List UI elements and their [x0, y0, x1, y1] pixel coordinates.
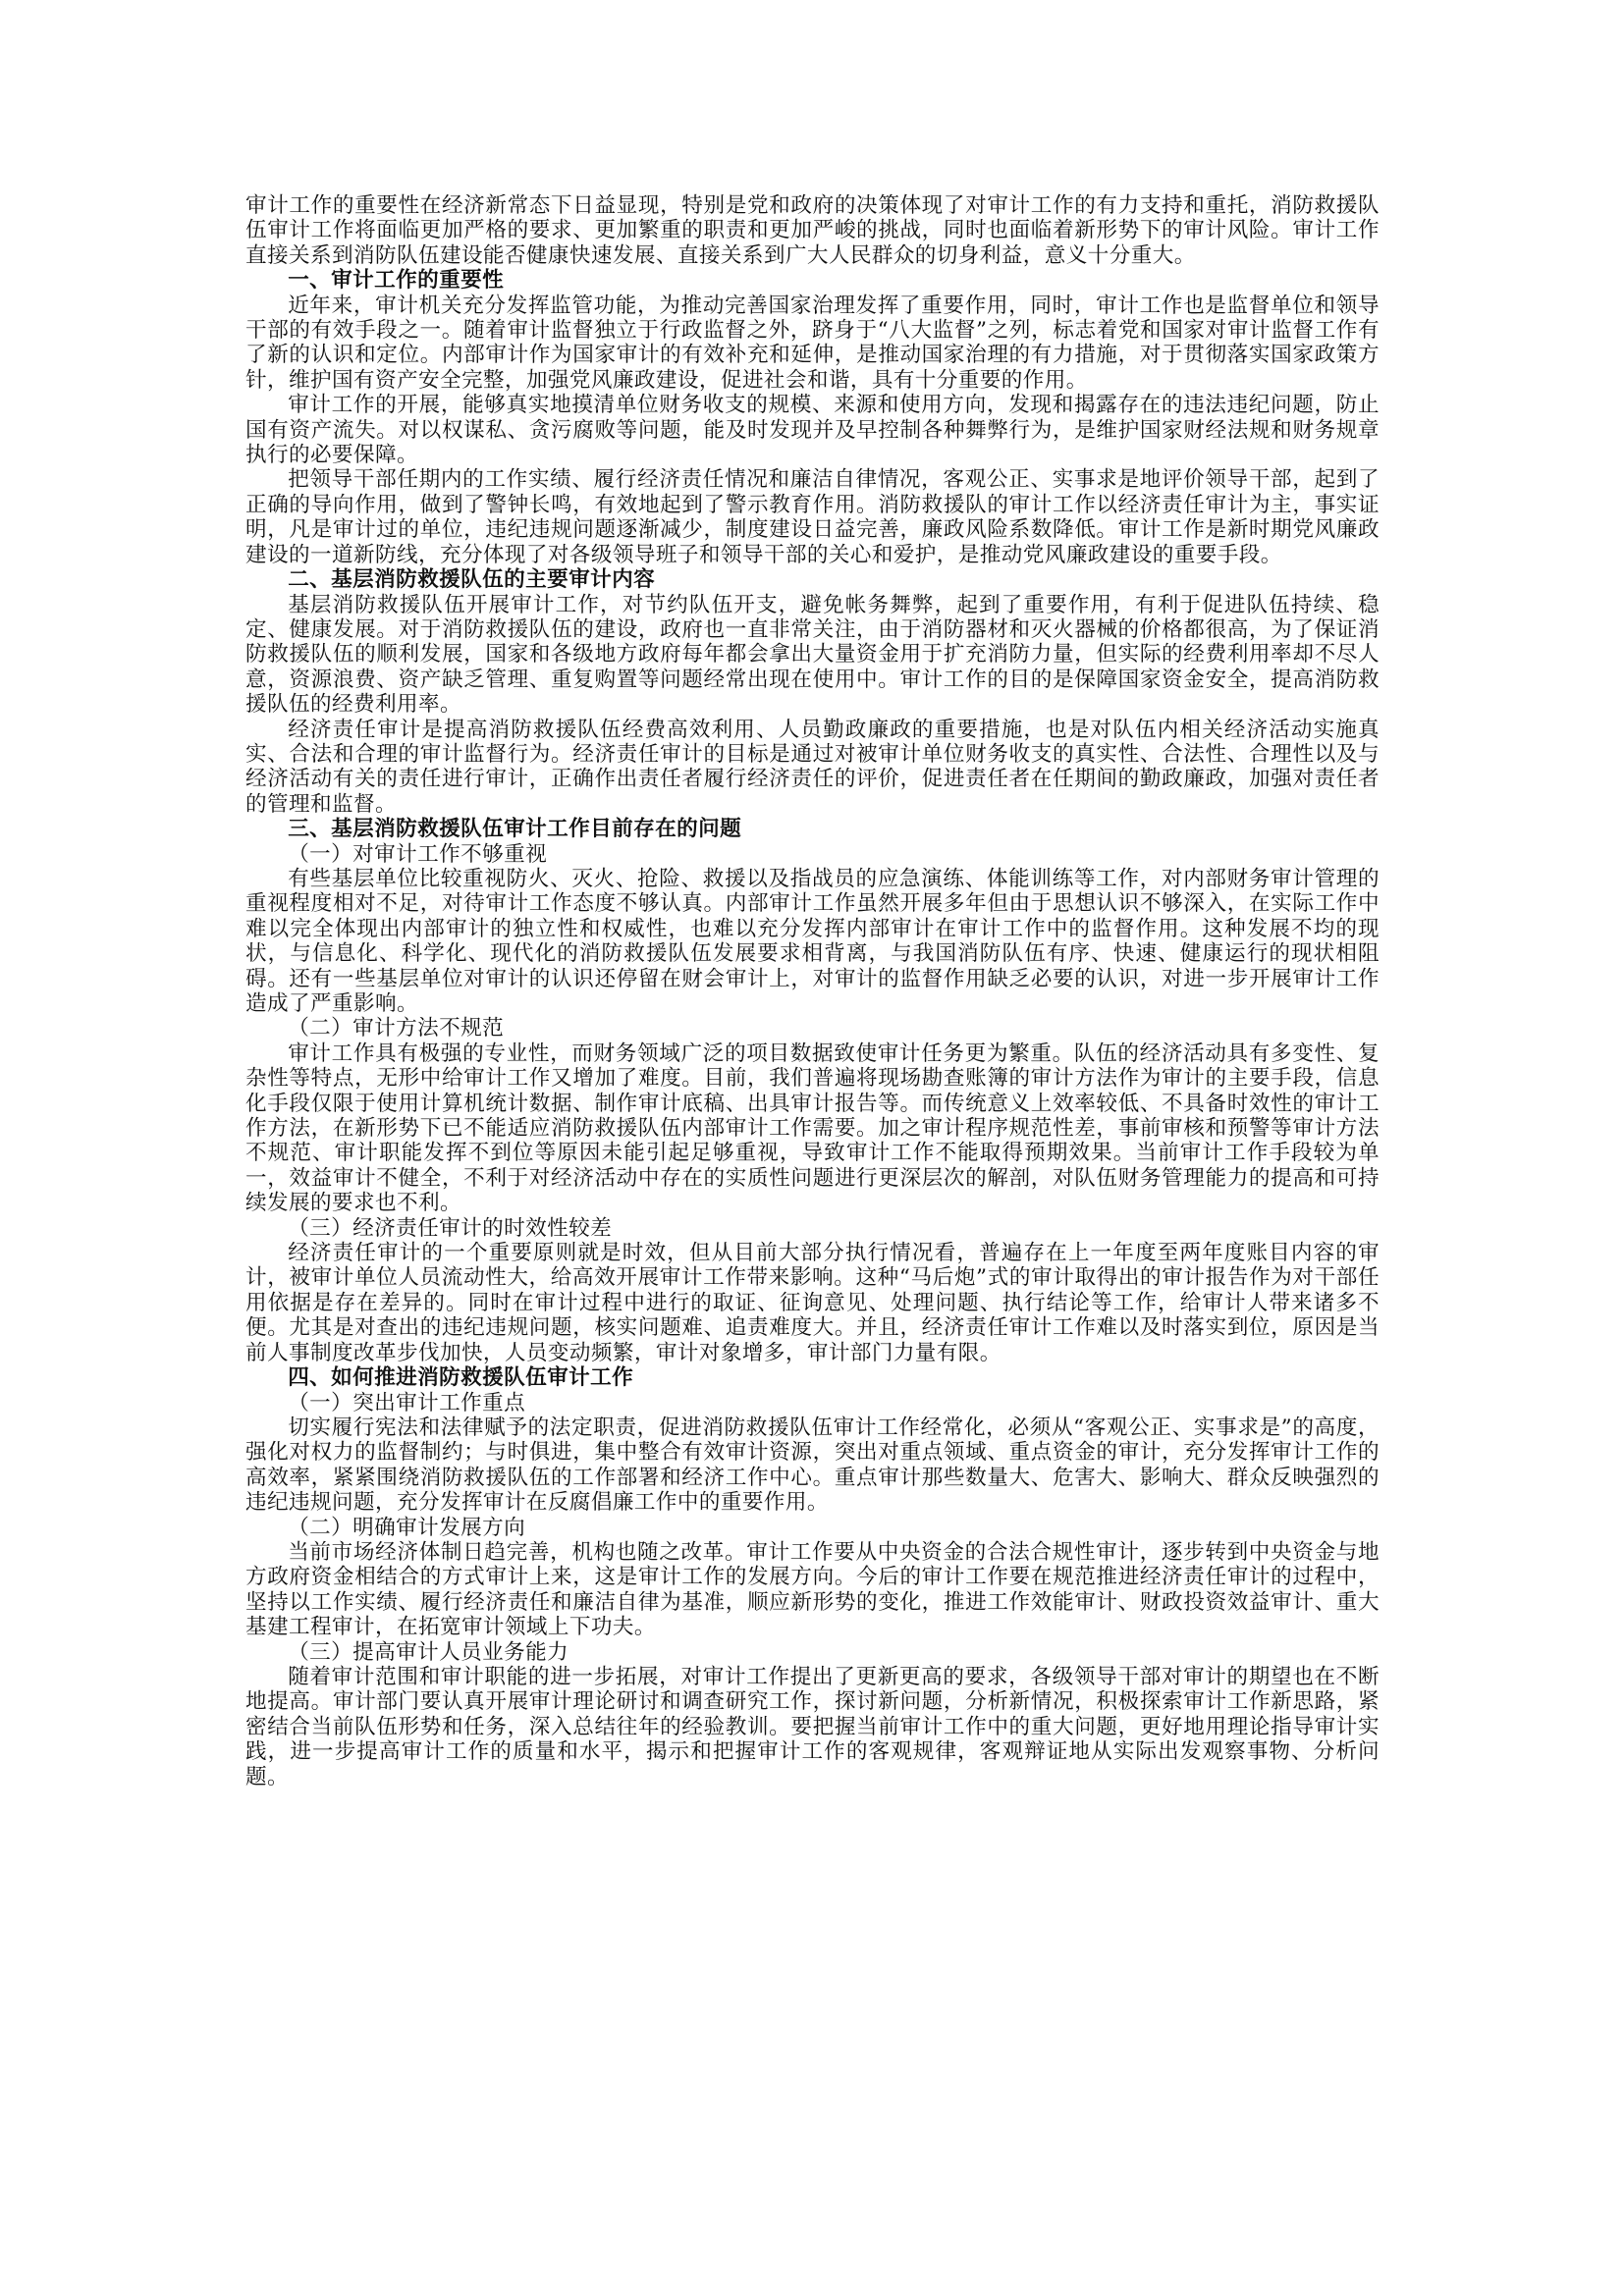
section-2-heading: 二、基层消防救援队伍的主要审计内容: [288, 567, 656, 593]
section-3-subheading-2: （二）审计方法不规范: [288, 1016, 505, 1041]
section-3-sub-1-paragraph: 有些基层单位比较重视防火、灭火、抢险、救援以及指战员的应急演练、体能训练等工作，对内部财务审计管理的重视程度相对不足，对待审计工作态度不够认真。内部审计工作虽然开展多年但由于思想认识不够深入，在实际工作中难以完全体现出内部审计的独立性和权威性，也难以充分发挥内部审计在审计工作中的监督作用。这种发展不均的现状，与信息化、科学化、现代化的消防救援队伍发展要求相背离，与我国消防队伍有序、快速、健康运行的现状相阻碍。还有一些基层单位对审计的认识还停留在财会审计上，对审计的监督作用缺乏必要的认识，对进一步开展审计工作造成了严重影响。: [245, 866, 1380, 1016]
section-4-sub-3-paragraph: 随着审计范围和审计职能的进一步拓展，对审计工作提出了更新更高的要求，各级领导干部对审计的期望也在不断地提高。审计部门要认真开展审计理论研讨和调查研究工作，探讨新问题，分析新情况，积极探索审计工作新思路，紧密结合当前队伍形势和任务，深入总结往年的经验教训。要把握当前审计工作中的重大问题，更好地用理论指导审计实践，进一步提高审计工作的质量和水平，揭示和把握审计工作的客观规律，客观辩证地从实际出发观察事物、分析问题。: [245, 1664, 1380, 1789]
section-4-subheading-2: （二）明确审计发展方向: [288, 1515, 526, 1540]
section-3-subheading-1: （一）对审计工作不够重视: [288, 841, 548, 867]
intro-paragraph: 审计工作的重要性在经济新常态下日益显现，特别是党和政府的决策体现了对审计工作的有力支持和重托，消防救援队伍审计工作将面临更加严格的要求、更加繁重的职责和更加严峻的挑战，同时也面临着新形势下的审计风险。审计工作直接关系到消防队伍建设能否健康快速发展、直接关系到广大人民群众的切身利益，意义十分重大。: [245, 193, 1380, 268]
section-1-paragraph-1: 近年来，审计机关充分发挥监管功能，为推动完善国家治理发挥了重要作用，同时，审计工作也是监督单位和领导干部的有效手段之一。随着审计监督独立于行政监督之外，跻身于“八大监督”之列，标志着党和国家对审计监督工作有了新的认识和定位。内部审计作为国家审计的有效补充和延伸，是推动国家治理的有力措施，对于贯彻落实国家政策方针，维护国有资产安全完整，加强党风廉政建设，促进社会和谐，具有十分重要的作用。: [245, 293, 1380, 393]
section-3-sub-2-paragraph: 审计工作具有极强的专业性，而财务领域广泛的项目数据致使审计任务更为繁重。队伍的经济活动具有多变性、复杂性等特点，无形中给审计工作又增加了难度。目前，我们普遍将现场勘查账簿的审计方法作为审计的主要手段，信息化手段仅限于使用计算机统计数据、制作审计底稿、出具审计报告等。而传统意义上效率较低、不具备时效性的审计工作方法，在新形势下已不能适应消防救援队伍内部审计工作需要。加之审计程序规范性差，事前审核和预警等审计方法不规范、审计职能发挥不到位等原因未能引起足够重视，导致审计工作不能取得预期效果。当前审计工作手段较为单一，效益审计不健全，不利于对经济活动中存在的实质性问题进行更深层次的解剖，对队伍财务管理能力的提高和可持续发展的要求也不利。: [245, 1041, 1380, 1216]
section-4-sub-1-paragraph: 切实履行宪法和法律赋予的法定职责，促进消防救援队伍审计工作经常化，必须从“客观公正、实事求是”的高度，强化对权力的监督制约；与时俱进，集中整合有效审计资源，突出对重点领域、重点资金的审计，充分发挥审计工作的高效率，紧紧围绕消防救援队伍的工作部署和经济工作中心。重点审计那些数量大、危害大、影响大、群众反映强烈的违纪违规问题，充分发挥审计在反腐倡廉工作中的重要作用。: [245, 1415, 1380, 1516]
section-4-sub-2-paragraph: 当前市场经济体制日趋完善，机构也随之改革。审计工作要从中央资金的合法合规性审计，逐步转到中央资金与地方政府资金相结合的方式审计上来，这是审计工作的发展方向。今后的审计工作要在规范推进经济责任审计的过程中，坚持以工作实绩、履行经济责任和廉洁自律为基准，顺应新形势的变化，推进工作效能审计、财政投资效益审计、重大基建工程审计，在拓宽审计领域上下功夫。: [245, 1539, 1380, 1640]
section-3-heading: 三、基层消防救援队伍审计工作目前存在的问题: [288, 817, 742, 842]
section-1-heading: 一、审计工作的重要性: [288, 268, 505, 294]
section-2-paragraph-1: 基层消防救援队伍开展审计工作，对节约队伍开支，避免帐务舞弊，起到了重要作用，有利于促进队伍持续、稳定、健康发展。对于消防救援队伍的建设，政府也一直非常关注，由于消防器材和灭火器械的价格都很高，为了保证消防救援队伍的顺利发展，国家和各级地方政府每年都会拿出大量资金用于扩充消防力量，但实际的经费利用率却不尽人意，资源浪费、资产缺乏管理、重复购置等问题经常出现在使用中。审计工作的目的是保障国家资金安全，提高消防救援队伍的经费利用率。: [245, 592, 1380, 718]
section-1-paragraph-2: 审计工作的开展，能够真实地摸清单位财务收支的规模、来源和使用方向，发现和揭露存在的违法违纪问题，防止国有资产流失。对以权谋私、贪污腐败等问题，能及时发现并及早控制各种舞弊行为，是维护国家财经法规和财务规章执行的必要保障。: [245, 393, 1380, 468]
section-4-heading: 四、如何推进消防救援队伍审计工作: [288, 1365, 634, 1391]
section-1-paragraph-3: 把领导干部任期内的工作实绩、履行经济责任情况和廉洁自律情况，客观公正、实事求是地评价领导干部，起到了正确的导向作用，做到了警钟长鸣，有效地起到了警示教育作用。消防救援队的审计工作以经济责任审计为主，事实证明，凡是审计过的单位，违纪违规问题逐渐减少，制度建设日益完善，廉政风险系数降低。审计工作是新时期党风廉政建设的一道新防线，充分体现了对各级领导班子和领导干部的关心和爱护，是推动党风廉政建设的重要手段。: [245, 467, 1380, 567]
section-3-subheading-3: （三）经济责任审计的时效性较差: [288, 1215, 613, 1241]
section-4-subheading-1: （一）突出审计工作重点: [288, 1390, 526, 1415]
section-2-paragraph-2: 经济责任审计是提高消防救援队伍经费高效利用、人员勤政廉政的重要措施，也是对队伍内相关经济活动实施真实、合法和合理的审计监督行为。经济责任审计的目标是通过对被审计单位财务收支的真实性、合法性、合理性以及与经济活动有关的责任进行审计，正确作出责任者履行经济责任的评价，促进责任者在任期间的勤政廉政，加强对责任者的管理和监督。: [245, 717, 1380, 817]
section-3-sub-3-paragraph: 经济责任审计的一个重要原则就是时效，但从目前大部分执行情况看，普遍存在上一年度至两年度账目内容的审计，被审计单位人员流动性大，给高效开展审计工作带来影响。这种“马后炮”式的审计取得出的审计报告作为对干部任用依据是存在差异的。同时在审计过程中进行的取证、征询意见、处理问题、执行结论等工作，给审计人带来诸多不便。尤其是对查出的违纪违规问题，核实问题难、追责难度大。并且，经济责任审计工作难以及时落实到位，原因是当前人事制度改革步伐加快，人员变动频繁，审计对象增多，审计部门力量有限。: [245, 1241, 1380, 1365]
article-body: [245, 193, 1380, 1789]
section-4-subheading-3: （三）提高审计人员业务能力: [288, 1639, 569, 1665]
